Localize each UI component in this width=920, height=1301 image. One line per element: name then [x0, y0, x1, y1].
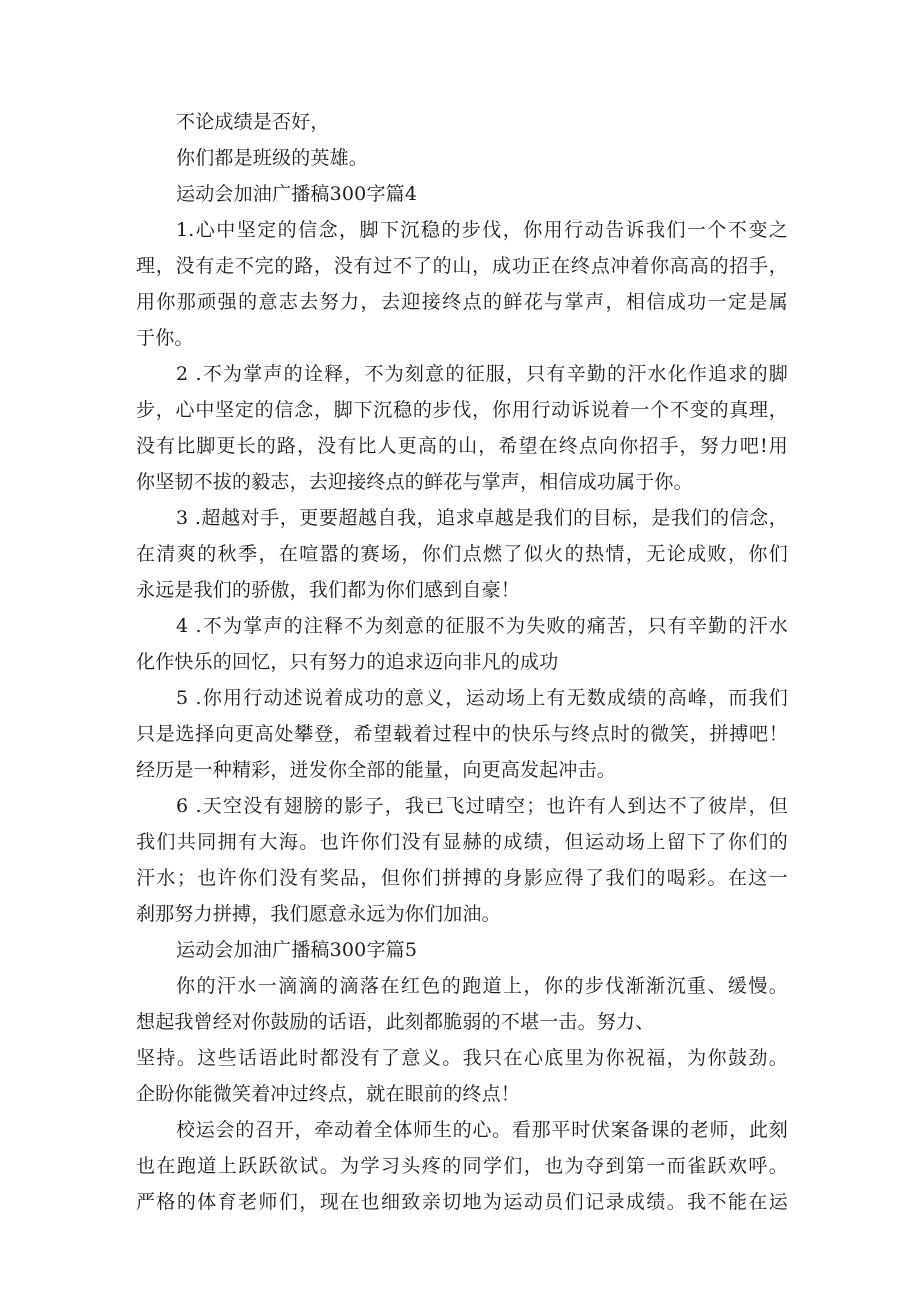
- text-line: 校运会的召开，牵动着全体师生的心。看那平时伏案备课的老师，此刻: [176, 1119, 788, 1141]
- text-line: 严格的体育老师们，现在也细致亲切地为运动员们记录成绩。我不能在运: [136, 1191, 788, 1213]
- text-line: 也在跑道上跃跃欲试。为学习头疼的同学们，也为夺到第一而雀跃欢呼。: [136, 1155, 788, 1177]
- text-line: 不论成绩是否好，: [176, 111, 330, 133]
- text-line: 4 .不为掌声的注释不为刻意的征服不为失败的痛苦，只有辛勤的汗水: [176, 615, 788, 637]
- text-line: 刹那努力拼搏，我们愿意永远为你们加油。: [136, 903, 501, 925]
- text-line: 坚持。这些话语此时都没有了意义。我只在心底里为你祝福，为你鼓劲。: [136, 1047, 788, 1069]
- text-line: 运动会加油广播稿300字篇4: [176, 183, 418, 205]
- document-page: [136, 104, 788, 1220]
- text-line: 你坚韧不拔的毅志，去迎接终点的鲜花与掌声，相信成功属于你。: [136, 471, 693, 493]
- text-line: 化作快乐的回忆，只有努力的追求迈向非凡的成功: [136, 651, 559, 673]
- text-line: 步，心中坚定的信念，脚下沉稳的步伐，你用行动诉说着一个不变的真理，: [136, 399, 788, 421]
- text-line: 只是选择向更高处攀登，希望载着过程中的快乐与终点时的微笑，拼搏吧！: [136, 723, 788, 745]
- text-line: 于你。: [136, 327, 194, 349]
- text-line: 我们共同拥有大海。也许你们没有显赫的成绩，但运动场上留下了你们的: [136, 831, 788, 853]
- text-line: 3 .超越对手，更要超越自我，追求卓越是我们的目标，是我们的信念，: [176, 507, 788, 529]
- text-line: 5 .你用行动述说着成功的意义，运动场上有无数成绩的高峰，而我们: [176, 687, 788, 709]
- text-line: 你们都是班级的英雄。: [176, 147, 369, 169]
- text-line: 没有比脚更长的路，没有比人更高的山，希望在终点向你招手，努力吧!用: [136, 435, 788, 457]
- text-line: 经历是一种精彩，迸发你全部的能量，向更高发起冲击。: [136, 759, 617, 781]
- text-line: 理，没有走不完的路，没有过不了的山，成功正在终点冲着你高高的招手，: [136, 255, 788, 277]
- text-line: 企盼你能微笑着冲过终点，就在眼前的终点！: [136, 1083, 521, 1105]
- text-line: 想起我曾经对你鼓励的话语，此刻都脆弱的不堪一击。努力、: [136, 1011, 655, 1033]
- text-line: 2 .不为掌声的诠释，不为刻意的征服，只有辛勤的汗水化作追求的脚: [176, 363, 788, 385]
- text-line: 运动会加油广播稿300字篇5: [176, 939, 418, 961]
- text-line: 用你那顽强的意志去努力，去迎接终点的鲜花与掌声，相信成功一定是属: [136, 291, 788, 313]
- text-line: 1.心中坚定的信念，脚下沉稳的步伐，你用行动告诉我们一个不变之: [176, 219, 788, 241]
- text-line: 永远是我们的骄傲，我们都为你们感到自豪！: [136, 579, 521, 601]
- text-line: 在清爽的秋季，在喧嚣的赛场，你们点燃了似火的热情，无论成败，你们: [136, 543, 788, 565]
- document-body: [136, 104, 788, 1220]
- text-line: 6 .天空没有翅膀的影子，我已飞过晴空；也许有人到达不了彼岸，但: [176, 795, 788, 817]
- text-line: 汗水；也许你们没有奖品，但你们拼搏的身影应得了我们的喝彩。在这一: [136, 867, 788, 889]
- text-line: 你的汗水一滴滴的滴落在红色的跑道上，你的步伐渐渐沉重、缓慢。: [176, 975, 788, 997]
